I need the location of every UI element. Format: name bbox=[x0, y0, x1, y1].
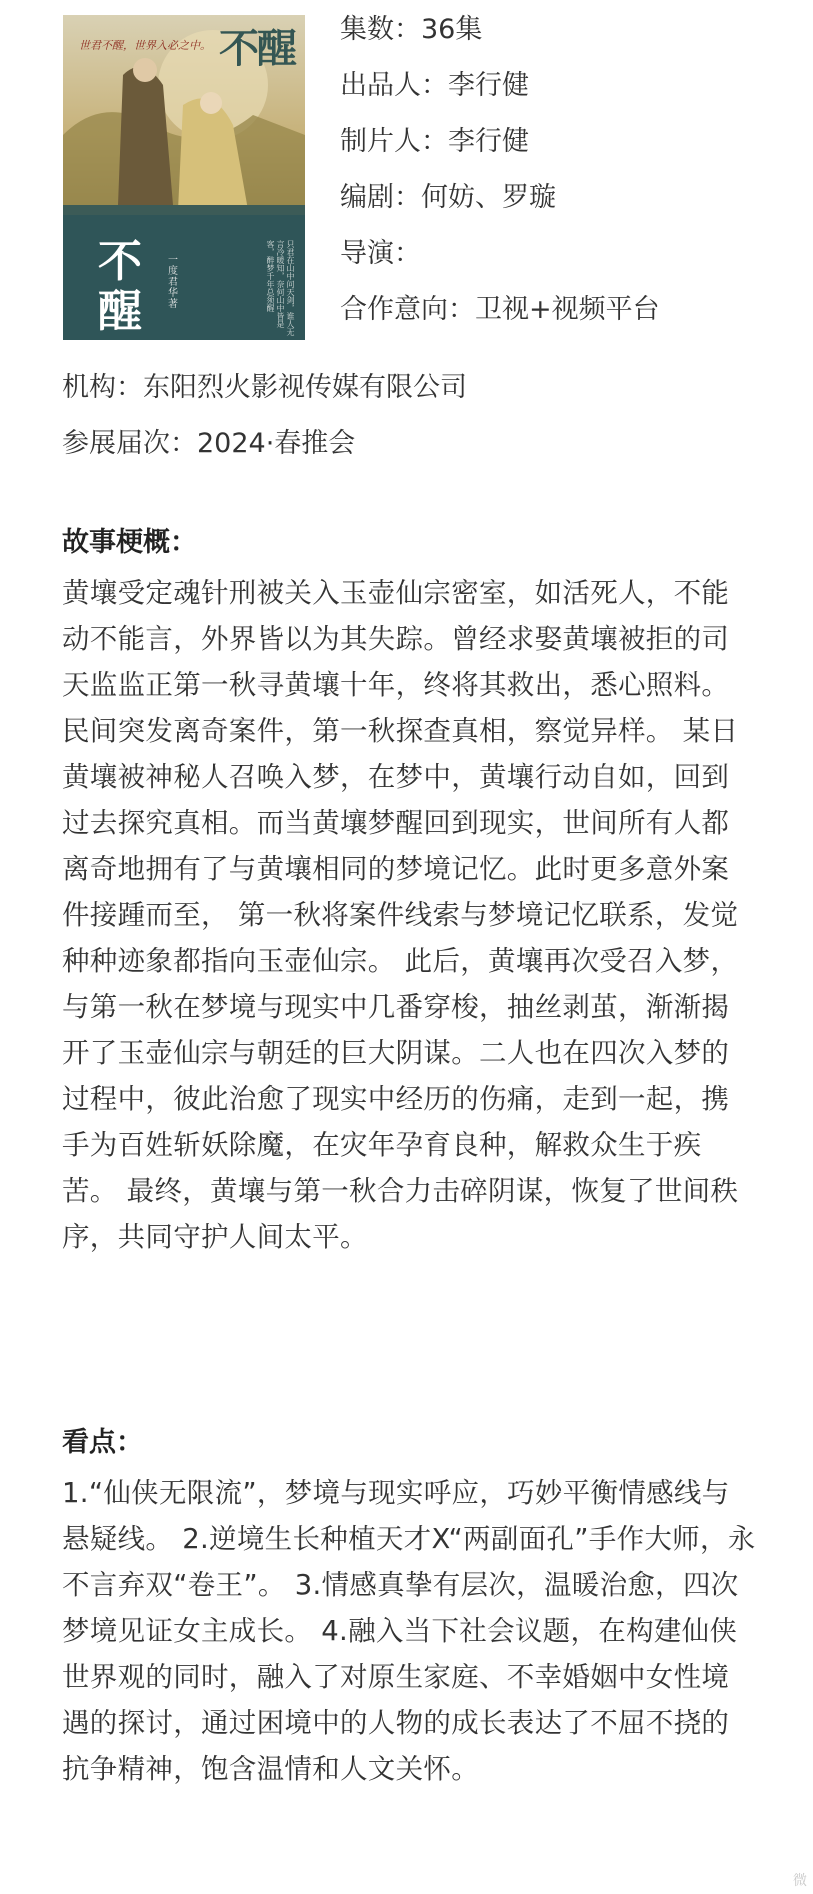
cover-slogan: 世君不醒，世界入必之中。 bbox=[79, 39, 211, 52]
meta-episodes bbox=[340, 12, 482, 48]
meta-producer-value: 李行健 bbox=[448, 70, 529, 101]
watermark: 微 bbox=[793, 1873, 807, 1889]
meta-cooperation bbox=[340, 292, 660, 328]
meta-director-label: 导演： bbox=[340, 238, 421, 269]
meta-episodes-value: 36集 bbox=[421, 14, 483, 45]
meta-cooperation-label: 合作意向： bbox=[340, 294, 475, 325]
meta-producer bbox=[340, 68, 529, 104]
meta-director bbox=[340, 236, 421, 272]
book-cover-image bbox=[63, 15, 305, 340]
info-session-value: 2024·春推会 bbox=[197, 428, 356, 459]
meta-line-producer bbox=[340, 124, 529, 160]
cover-title-main: 不醒 bbox=[98, 236, 142, 337]
info-organization-label: 机构： bbox=[62, 372, 143, 403]
meta-producer-label: 出品人： bbox=[340, 70, 448, 101]
meta-cooperation-value: 卫视+视频平台 bbox=[475, 294, 660, 325]
cover-author: 一度君华 著 bbox=[168, 255, 178, 310]
info-organization-value: 东阳烈火影视传媒有限公司 bbox=[143, 372, 467, 403]
meta-line-producer-label: 制片人： bbox=[340, 126, 448, 157]
synopsis-text: 黄壤受定魂针刑被关入玉壶仙宗密室，如活死人，不能动不能言，外界皆以为其失踪。曾经求娶黄壤被拒的司天监监正第一秋寻黄壤十年，终将其救出，悉心照料。民间突发离奇案件，第一秋探查真相，察觉异样。 某日黄壤被神秘人召唤入梦，在梦中，黄壤行动自如，回到过去探究真相。而当黄壤梦醒回到现实，世间所有人都离奇地拥有了与黄壤相同的梦境记忆。此时更多意外案件接踵而至， 第一秋将案件线索与梦境记忆联系，发觉种种迹象都指向玉壶仙宗。 此后，黄壤再次受召入梦，与第一秋在梦境与现实中几番穿梭，抽丝剥茧，渐渐揭开了玉壶仙宗与朝廷的巨大阴谋。二人也在四次入梦的过程中，彼此治愈了现实中经历的伤痛，走到一起，携手为百姓斩妖除魔，在灾年孕育良种，解救众生于疾苦。 最终，黄壤与第一秋合力击碎阴谋，恢复了世间秩序，共同守护人间太平。 bbox=[62, 577, 739, 1253]
meta-line-producer-value: 李行健 bbox=[448, 126, 529, 157]
meta-screenwriter bbox=[340, 180, 556, 216]
cover-title-top: 不醒 bbox=[219, 25, 295, 72]
highlights-text: 1.“仙侠无限流”，梦境与现实呼应，巧妙平衡情感线与悬疑线。 2.逆境生长种植天才X“两副面孔”手作大师，永不言弃双“卷王”。 3.情感真挚有层次，温暖治愈，四次梦境见证女主成长。 4.融入当下社会议题，在构建仙侠世界观的同时，融入了对原生家庭、不幸婚姻中女性境遇的探讨，通过困境中的人物的成长表达了不屈不挠的抗争精神，饱含温情和人文关怀。 bbox=[62, 1477, 756, 1785]
info-session bbox=[62, 426, 355, 462]
info-session-label: 参展届次： bbox=[62, 428, 197, 459]
synopsis-heading: 故事梗概： bbox=[62, 527, 197, 558]
meta-episodes-label: 集数： bbox=[340, 14, 421, 45]
cover-poem: 只君在山中问天剑，谁人无言冷暖知，奈何山中皆是客，醉梦千年总须醒 bbox=[266, 240, 295, 336]
meta-screenwriter-label: 编剧： bbox=[340, 182, 421, 213]
info-organization bbox=[62, 370, 467, 406]
highlights-heading: 看点： bbox=[62, 1427, 143, 1458]
meta-screenwriter-value: 何妨、罗璇 bbox=[421, 182, 556, 213]
